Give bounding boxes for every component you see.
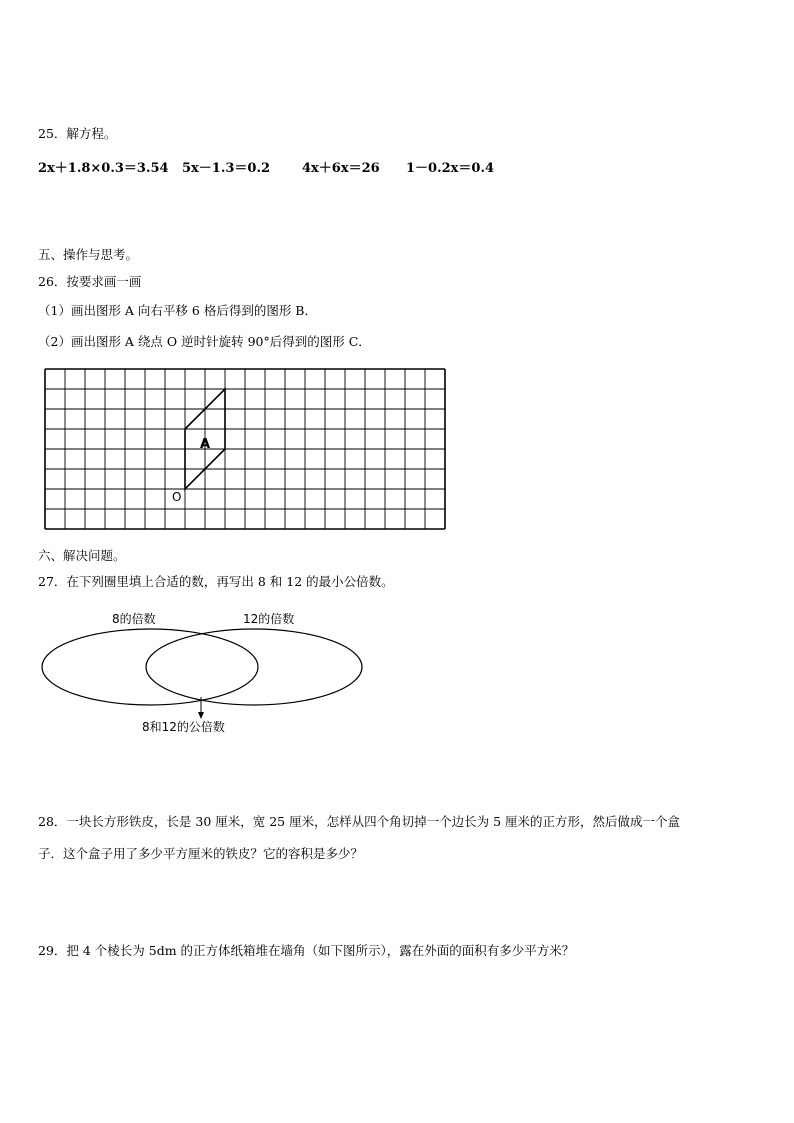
q28-line1: 28．一块长方形铁皮，长是 30 厘米，宽 25 厘米，怎样从四个角切掉一个边长为 5 厘米的正方形，然后做成一个盒: [38, 814, 681, 829]
section5-title: 五、操作与思考。: [38, 247, 139, 262]
grid-figure: [44, 368, 446, 534]
equation-4: 1－0.2x＝0.4: [406, 161, 495, 176]
shape-a-label: A: [200, 437, 211, 452]
right-set-label: 12的倍数: [243, 612, 295, 626]
equation-2: 5x－1.3＝0.2: [182, 161, 271, 176]
left-ellipse: [42, 629, 258, 705]
point-o-label: O: [172, 490, 182, 504]
q28-line2: 子．这个盒子用了多少平方厘米的铁皮？它的容积是多少？: [38, 846, 364, 861]
q27-title: 27．在下列圈里填上合适的数，再写出 8 和 12 的最小公倍数。: [38, 574, 394, 589]
equation-1: 2x＋1.8×0.3＝3.54: [38, 161, 169, 176]
left-set-label: 8的倍数: [112, 612, 156, 626]
equation-3: 4x＋6x＝26: [302, 161, 380, 176]
q25-title: 25．解方程。: [38, 126, 117, 141]
common-set-label: 8和12的公倍数: [142, 720, 225, 734]
q29-text: 29．把 4 个棱长为 5dm 的正方体纸箱堆在墙角（如下图所示），露在外面的面积有多少平方米？: [38, 943, 575, 958]
right-ellipse: [146, 629, 362, 705]
q26-part2: （2）画出图形 A 绕点 O 逆时针旋转 90°后得到的图形 C．: [38, 334, 371, 349]
q26-part1: （1）画出图形 A 向右平移 6 格后得到的图形 B．: [38, 303, 317, 318]
q26-title: 26．按要求画一画: [38, 274, 142, 289]
venn-diagram: [38, 608, 368, 738]
arrow-head: [198, 712, 204, 719]
section6-title: 六、解决问题。: [38, 548, 126, 563]
grid-lines: [45, 369, 445, 529]
